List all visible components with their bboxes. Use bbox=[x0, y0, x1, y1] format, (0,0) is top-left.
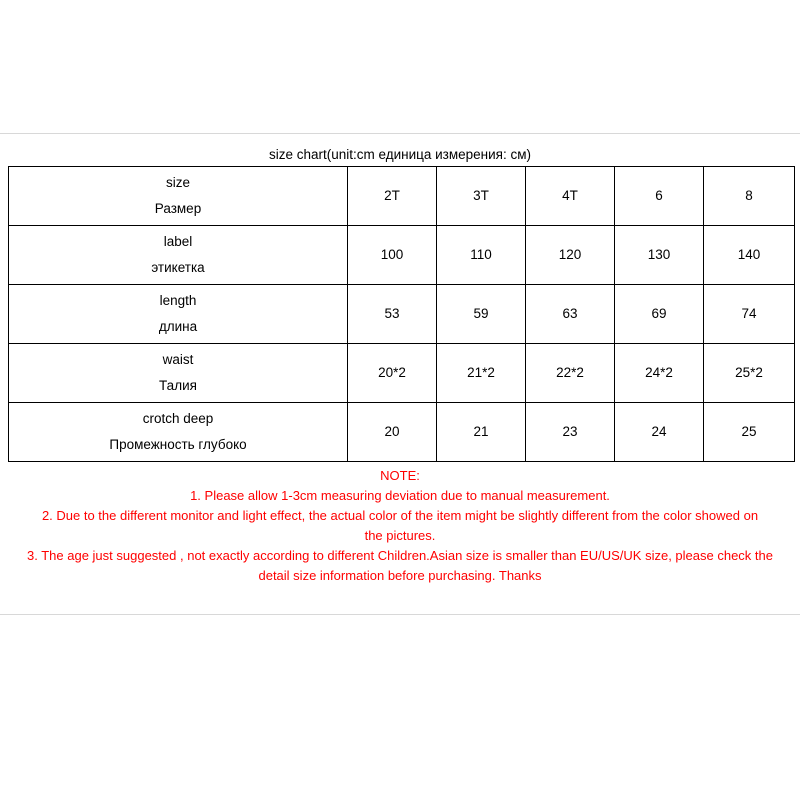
table-cell: 22*2 bbox=[526, 344, 615, 403]
note-line-1: 1. Please allow 1-3cm measuring deviation due to manual measurement. bbox=[190, 488, 610, 503]
row-label-ru: длина bbox=[158, 319, 198, 334]
row-label-en: crotch deep bbox=[142, 411, 214, 426]
note-line-3: 3. The age just suggested , not exactly according to different Children.Asian size is smaller than EU/US/UK size, please check the bbox=[27, 548, 773, 563]
row-label-en: size bbox=[165, 175, 190, 190]
table-row-length bbox=[9, 285, 795, 344]
table-cell: 8 bbox=[704, 167, 795, 226]
table-cell: 24 bbox=[615, 403, 704, 462]
table-cell: 2T bbox=[348, 167, 437, 226]
row-label-en: label bbox=[163, 234, 193, 249]
row-header bbox=[9, 285, 348, 344]
row-label-ru: этикетка bbox=[151, 260, 205, 275]
table-cell: 25*2 bbox=[704, 344, 795, 403]
table-cell: 74 bbox=[704, 285, 795, 344]
table-cell: 25 bbox=[704, 403, 795, 462]
notes-section bbox=[0, 466, 800, 586]
note-heading: NOTE: bbox=[380, 468, 420, 483]
table-cell: 100 bbox=[348, 226, 437, 285]
row-label-ru: Промежность глубоко bbox=[109, 437, 247, 452]
row-header bbox=[9, 167, 348, 226]
row-header bbox=[9, 226, 348, 285]
note-line-2-continued: the pictures. bbox=[364, 528, 436, 543]
table-cell: 53 bbox=[348, 285, 437, 344]
table-cell: 21 bbox=[437, 403, 526, 462]
table-row-crotch-deep bbox=[9, 403, 795, 462]
row-label-ru: Талия bbox=[159, 378, 197, 393]
note-line-3-continued: detail size information before purchasing. Thanks bbox=[258, 568, 542, 583]
table-cell: 110 bbox=[437, 226, 526, 285]
table-cell: 120 bbox=[526, 226, 615, 285]
size-chart-title: size chart(unit:cm единица измерения: см) bbox=[268, 147, 532, 162]
table-row-size bbox=[9, 167, 795, 226]
table-cell: 140 bbox=[704, 226, 795, 285]
note-line-2: 2. Due to the different monitor and light effect, the actual color of the item might be slightly different from the color showed on bbox=[41, 508, 759, 523]
table-cell: 23 bbox=[526, 403, 615, 462]
table-row-label bbox=[9, 226, 795, 285]
table-cell: 130 bbox=[615, 226, 704, 285]
table-cell: 69 bbox=[615, 285, 704, 344]
row-label-ru: Размер bbox=[154, 201, 202, 216]
table-cell: 3T bbox=[437, 167, 526, 226]
row-header bbox=[9, 344, 348, 403]
row-label-en: length bbox=[159, 293, 197, 308]
size-table bbox=[8, 166, 795, 462]
table-cell: 63 bbox=[526, 285, 615, 344]
table-cell: 21*2 bbox=[437, 344, 526, 403]
table-cell: 6 bbox=[615, 167, 704, 226]
row-header bbox=[9, 403, 348, 462]
table-cell: 20 bbox=[348, 403, 437, 462]
table-cell: 24*2 bbox=[615, 344, 704, 403]
table-row-waist bbox=[9, 344, 795, 403]
table-cell: 20*2 bbox=[348, 344, 437, 403]
table-cell: 59 bbox=[437, 285, 526, 344]
table-cell: 4T bbox=[526, 167, 615, 226]
row-label-en: waist bbox=[162, 352, 194, 367]
